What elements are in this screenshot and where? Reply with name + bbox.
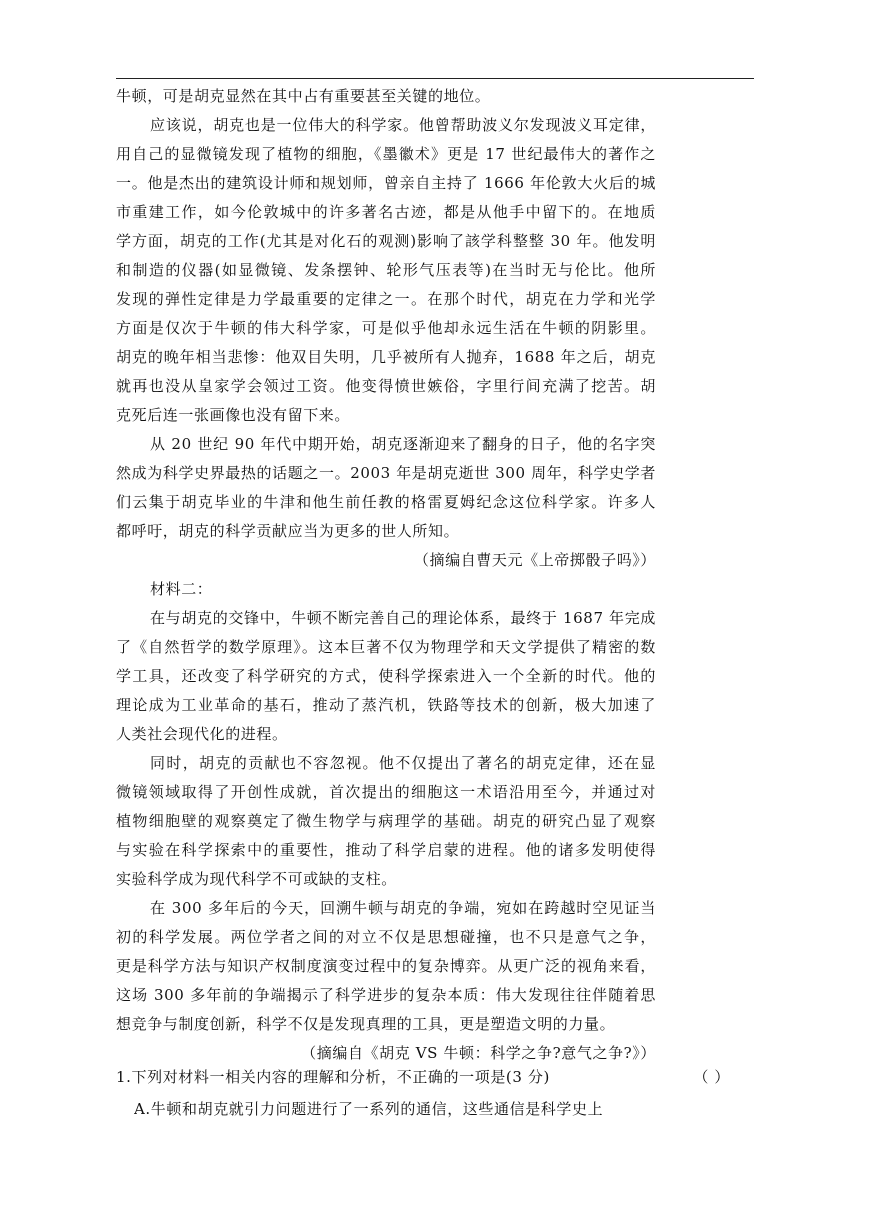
text-line: 这场 300 多年前的争端揭示了科学进步的复杂本质：伟大发现往往伴随着思 <box>116 986 656 1004</box>
question-stem: 1.下列对材料一相关内容的理解和分析，不正确的一项是(3 分) <box>116 1068 550 1086</box>
text-line: 同时，胡克的贡献也不容忽视。他不仅提出了著名的胡克定律，还在显 <box>150 754 656 772</box>
answer-bracket: （ ） <box>693 1068 730 1086</box>
text-line: 都呼吁，胡克的科学贡献应当为更多的世人所知。 <box>116 522 460 540</box>
text-line: 就再也没从皇家学会领过工资。他变得愤世嫉俗，字里行间充满了挖苦。胡 <box>116 377 656 395</box>
paragraph-dispute-today <box>116 894 656 1039</box>
text-line: 然成为科学史界最热的话题之一。2003 年是胡克逝世 300 周年，科学史学者 <box>116 464 656 482</box>
question-1 <box>116 1063 730 1092</box>
source-citation: （摘编自《胡克 VS 牛顿：科学之争?意气之争?》） <box>301 1044 656 1062</box>
text-line: 人类社会现代化的进程。 <box>116 725 288 743</box>
text-line: 应该说，胡克也是一位伟大的科学家。他曾帮助波义尔发现波义耳定律， <box>150 116 656 134</box>
text-line: 用自己的显微镜发现了植物的细胞，《墨徽术》更是 17 世纪最伟大的著作之 <box>116 145 656 163</box>
text-line: 想竞争与制度创新，科学不仅是发现真理的工具，更是塑造文明的力量。 <box>116 1015 616 1033</box>
text-line: 在与胡克的交锋中，牛顿不断完善自己的理论体系，最终于 1687 年完成 <box>150 609 656 627</box>
text-line: 在 300 多年后的今天，回溯牛顿与胡克的争端，宛如在跨越时空见证当 <box>150 899 656 917</box>
text-line: 微镜领域取得了开创性成就，首次提出的细胞这一术语沿用至今，并通过对 <box>116 783 656 801</box>
text-line: 初的科学发展。两位学者之间的对立不仅是思想碰撞，也不只是意气之争， <box>116 928 656 946</box>
text-line: 学方面，胡克的工作(尤其是对化石的观测)影响了該学科整整 30 年。他发明 <box>116 232 656 250</box>
text-line: 与实验在科学探索中的重要性，推动了科学启蒙的进程。他的诸多发明使得 <box>116 841 656 859</box>
paragraph-hooke-scientist <box>116 111 656 430</box>
text-line: 理论成为工业革命的基石，推动了蒸汽机，铁路等技术的创新，极大加速了 <box>116 696 656 714</box>
text-line: 实验科学成为现代科学不可或缺的支柱。 <box>116 870 397 888</box>
text-line: 和制造的仪器(如显微镜、发条摆钟、轮形气压表等)在当时无与伦比。他所 <box>116 261 656 279</box>
text-line: 从 20 世纪 90 年代中期开始，胡克逐渐迎来了翻身的日子，他的名字突 <box>150 435 656 453</box>
text-line: 了《自然哲学的数学原理》。这本巨著不仅为物理学和天文学提供了精密的数 <box>116 638 656 656</box>
paragraph-newton-principia <box>116 604 656 749</box>
text-line: 们云集于胡克毕业的牛津和他生前任教的格雷夏姆纪念这位科学家。许多人 <box>116 493 656 511</box>
text-line: 牛顿，可是胡克显然在其中占有重要甚至关键的地位。 <box>116 87 491 105</box>
paragraph-hooke-contribution <box>116 749 656 894</box>
material-label: 材料二： <box>150 580 213 598</box>
header-rule <box>116 78 754 79</box>
text-line: 更是科学方法与知识产权制度演变过程中的复杂博弈。从更广泛的视角来看， <box>116 957 656 975</box>
paragraph-hooke-revival <box>116 430 656 546</box>
source-citation: （摘编自曹天元《上帝掷骰子吗》） <box>413 551 656 569</box>
option-a: A.牛顿和胡克就引力问题进行了一系列的通信，这些通信是科学史上 <box>134 1100 604 1118</box>
text-line: 学工具，还改变了科学研究的方式，使科学探索进入一个全新的时代。他的 <box>116 667 656 685</box>
text-line: 发现的弹性定律是力学最重要的定律之一。在那个时代，胡克在力学和光学 <box>116 290 656 308</box>
text-line: 市重建工作，如今伦敦城中的许多著名古迹，都是从他手中留下的。在地质 <box>116 203 656 221</box>
text-line: 植物细胞壁的观察奠定了微生物学与病理学的基础。胡克的研究凸显了观察 <box>116 812 656 830</box>
text-line: 一。他是杰出的建筑设计师和规划师，曾亲自主持了 1666 年伦敦大火后的城 <box>116 174 656 192</box>
text-line: 方面是仅次于牛顿的伟大科学家，可是似乎他却永远生活在牛顿的阴影里。 <box>116 319 656 337</box>
text-line: 克死后连一张画像也没有留下来。 <box>116 406 351 424</box>
text-line: 胡克的晚年相当悲惨：他双目失明，几乎被所有人抛弃，1688 年之后，胡克 <box>116 348 656 366</box>
article-body <box>116 82 656 1068</box>
